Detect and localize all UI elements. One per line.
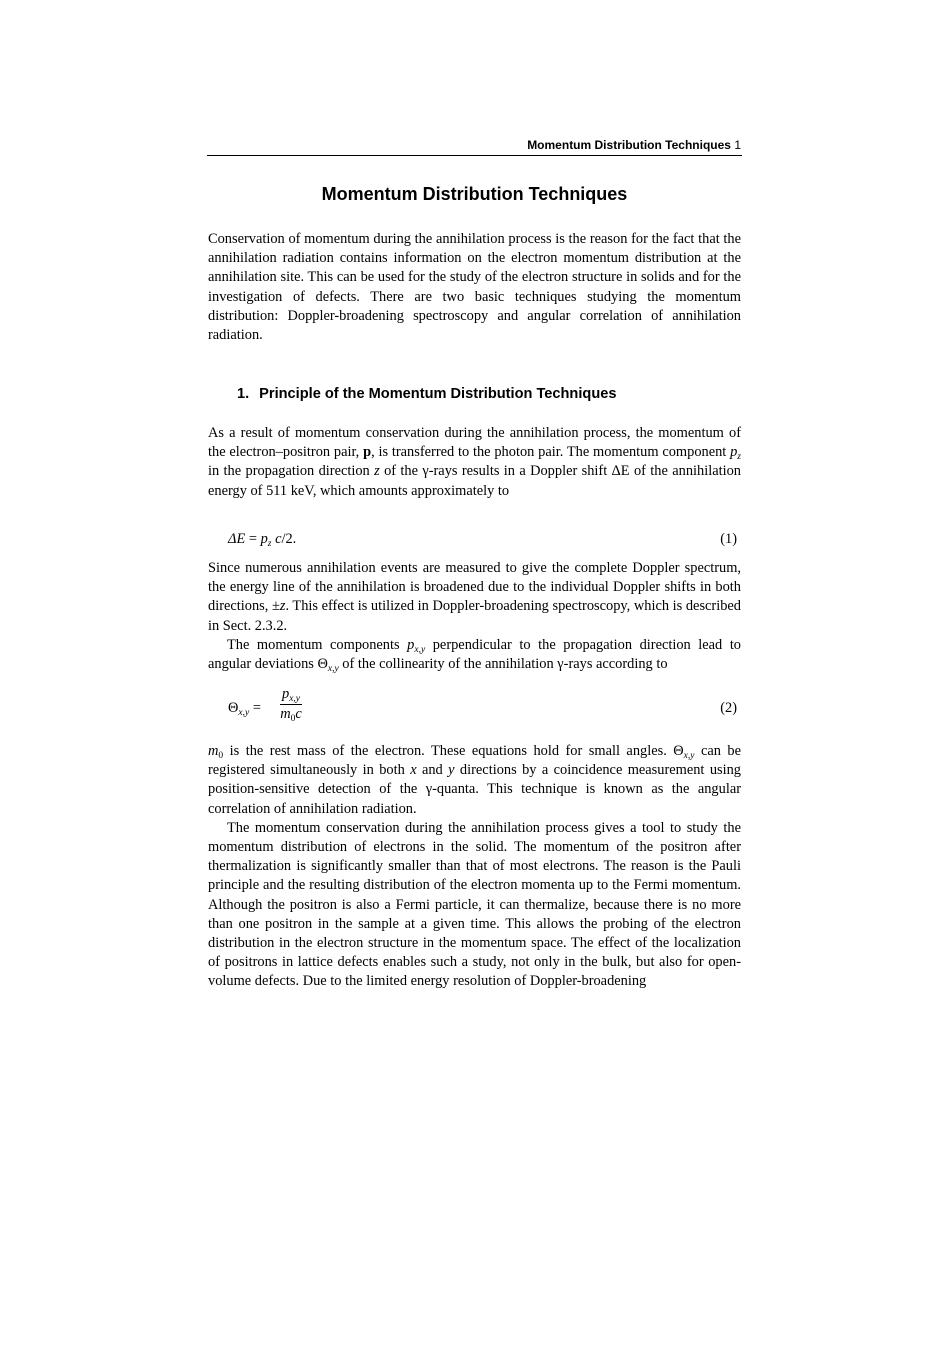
section-number: 1. [237,386,250,402]
equation-2: $\Theta_{x,y}$ = $\frac{p_{x,y}}{m_0c}$ (2) [228,686,737,724]
paragraph-3: The momentum components $p_{x,y}$ perpendicular to the propagation direction lead to angular deviations $\Theta_{x,y}$ of the collinearity of the annihilation γ-rays according to [208,636,742,675]
paragraph-1: As a result of momentum conservation during the annihilation process, the momentum of the electron–positron pair, p, is transferred to the photon pair. The momentum component $p_z$ in the propagation direction z of the γ-rays results in a Doppler shift ΔE of the annihilation energy of 511 keV, which amounts approximately to [208,425,741,499]
section-title: Principle of the Momentum Distribution Techniques [259,386,617,402]
running-head [208,138,741,152]
paragraph-4: $m_0$ is the rest mass of the electron. These equations hold for small angles. $\Theta_{x,y}$ can be registered simultaneously in both x and y directions by a coincidence measurement using position-sensitive detection of the γ-quanta. This technique is known as the angular correlation of annihilation radiation. The momentum conservation during the annihilation process gives a tool to study the momentum distribution of electrons in the solid. The momentum of the positron after thermalization is significantly smaller than that of most electrons. The reason is the Pauli principle and the resulting distribution of the electron momenta up to the Fermi momentum. Although the positron is also a Fermi particle, it can thermalize, because there is no more than one positron in the sample at a given time. This allows the probing of the electron distribution in the electron structure in the momentum space. The effect of the localization of positrons in lattice defects enables such a study, not only in the bulk, but also for open-volume defects. Due to the limited energy resolution of Doppler-broadening [208,742,741,992]
section-heading [237,386,616,402]
running-title: Momentum Distribution Techniques [527,138,731,152]
equation-number: (2) [720,700,737,716]
page-number: 1 [734,138,741,152]
paragraph-5: The momentum conservation during the annihilation process gives a tool to study the momentum distribution of electrons in the solid. The momentum of the positron after thermalization is significantly smaller than that of most electrons. The reason is the Pauli principle and the resulting distribution of the electron momenta up to the Fermi momentum. Although the positron is also a Fermi particle, it can thermalize, because there is no more than one positron in the sample at a given time. This allows the probing of the electron distribution in the electron structure in the momentum space. The effect of the localization of positrons in lattice defects enables such a study, not only in the bulk, but also for open-volume defects. Due to the limited energy resolution of Doppler-broadening [208,819,741,990]
chapter-title: Momentum Distribution Techniques [321,184,628,204]
paragraph-2: Since numerous annihilation events are measured to give the complete Doppler spectrum, the energy line of the annihilation is broadened due to the individual Doppler shifts in both directions, ±z. This effect is utilized in Doppler-broadening spectroscopy, which is described in Sect. 2.3.2. The momentum components $p_{x,y}$ perpendicular to the propagation direction lead to angular deviations $\Theta_{x,y}$ of the collinearity of the annihilation γ-rays according to [208,560,742,675]
header-rule [207,155,742,156]
abstract-text: Conservation of momentum during the annihilation process is the reason for the fact that the annihilation radiation contains information on the electron momentum distribution at the annihilation site. This can be used for the study of the electron structure in solids and for the investigation of defects. There are two basic techniques studying the momentum distribution: Doppler-broadening spectroscopy and angular correlation of annihilation radiation. [208,231,741,344]
abstract [208,230,741,345]
fraction: $\frac{p_{x,y}}{m_0c}$ [280,686,302,724]
page: Momentum Distribution Techniques 1 Momentum Distribution Techniques Conservation of momentum during the annihilation process is the reason for the fact that the annihilation radiation contains information on the electron momentum distribution at the annihilation site. This can be used for the study of the electron structure in solids and for the investigation of defects. There are two basic techniques studying the momentum distribution: Doppler-broadening spectroscopy and angular correlation of annihilation radiation. 1. Principle of the Momentum Distribution Techniques As a result of momentum conservation during the annihilation process, the momentum of the electron–positron pair, p, is transferred to the photon pair. The momentum component $p_z$ in the propagation direction z of the γ-rays results in a Doppler shift ΔE of the annihilation energy of 511 keV, which amounts approximately to $\Delta E = p_z$ c/2. (1) Since numerous annihilation events are measured to give the complete Doppler spectrum, the energy line of the annihilation is broadened due to the individual Doppler shifts in both directions, ±z. This effect is utilized in Doppler-broadening spectroscopy, which is described in Sect. 2.3.2. The momentum components $p_{x,y}$ perpendicular to the propagation direction lead to angular deviations $\Theta_{x,y}$ of the collinearity of the annihilation γ-rays according to $\Theta_{x,y}$ = $\frac{p_{x,y}}{m_0c}$ (2) $m_0$ is the rest mass of the electron. These equations hold for small angles. $\Theta_{x,y}$ can be registered simultaneously in both x and y directions by a coincidence measurement using position-sensitive detection of the γ-quanta. This technique is known as the angular correlation of annihilation radiation. The momentum conservation during the annihilation process gives a tool to study the momentum distribution of electrons in the solid. The momentum of the positron after thermalization is significantly smaller than that of most electrons. The reason is the Pauli principle and the resulting distribution of the electron momenta up to the Fermi momentum. Although the positron is also a Fermi particle, it can thermalize, because there is no more than one positron in the sample at a given time. This allows the probing of the electron distribution in the electron structure in the momentum space. The effect of the localization of positrons in lattice defects enables such a study, not only in the bulk, but also for open-volume defects. Due to the limited energy resolution of Doppler-broadening [0,0,952,1347]
equation-number: (1) [720,531,737,547]
